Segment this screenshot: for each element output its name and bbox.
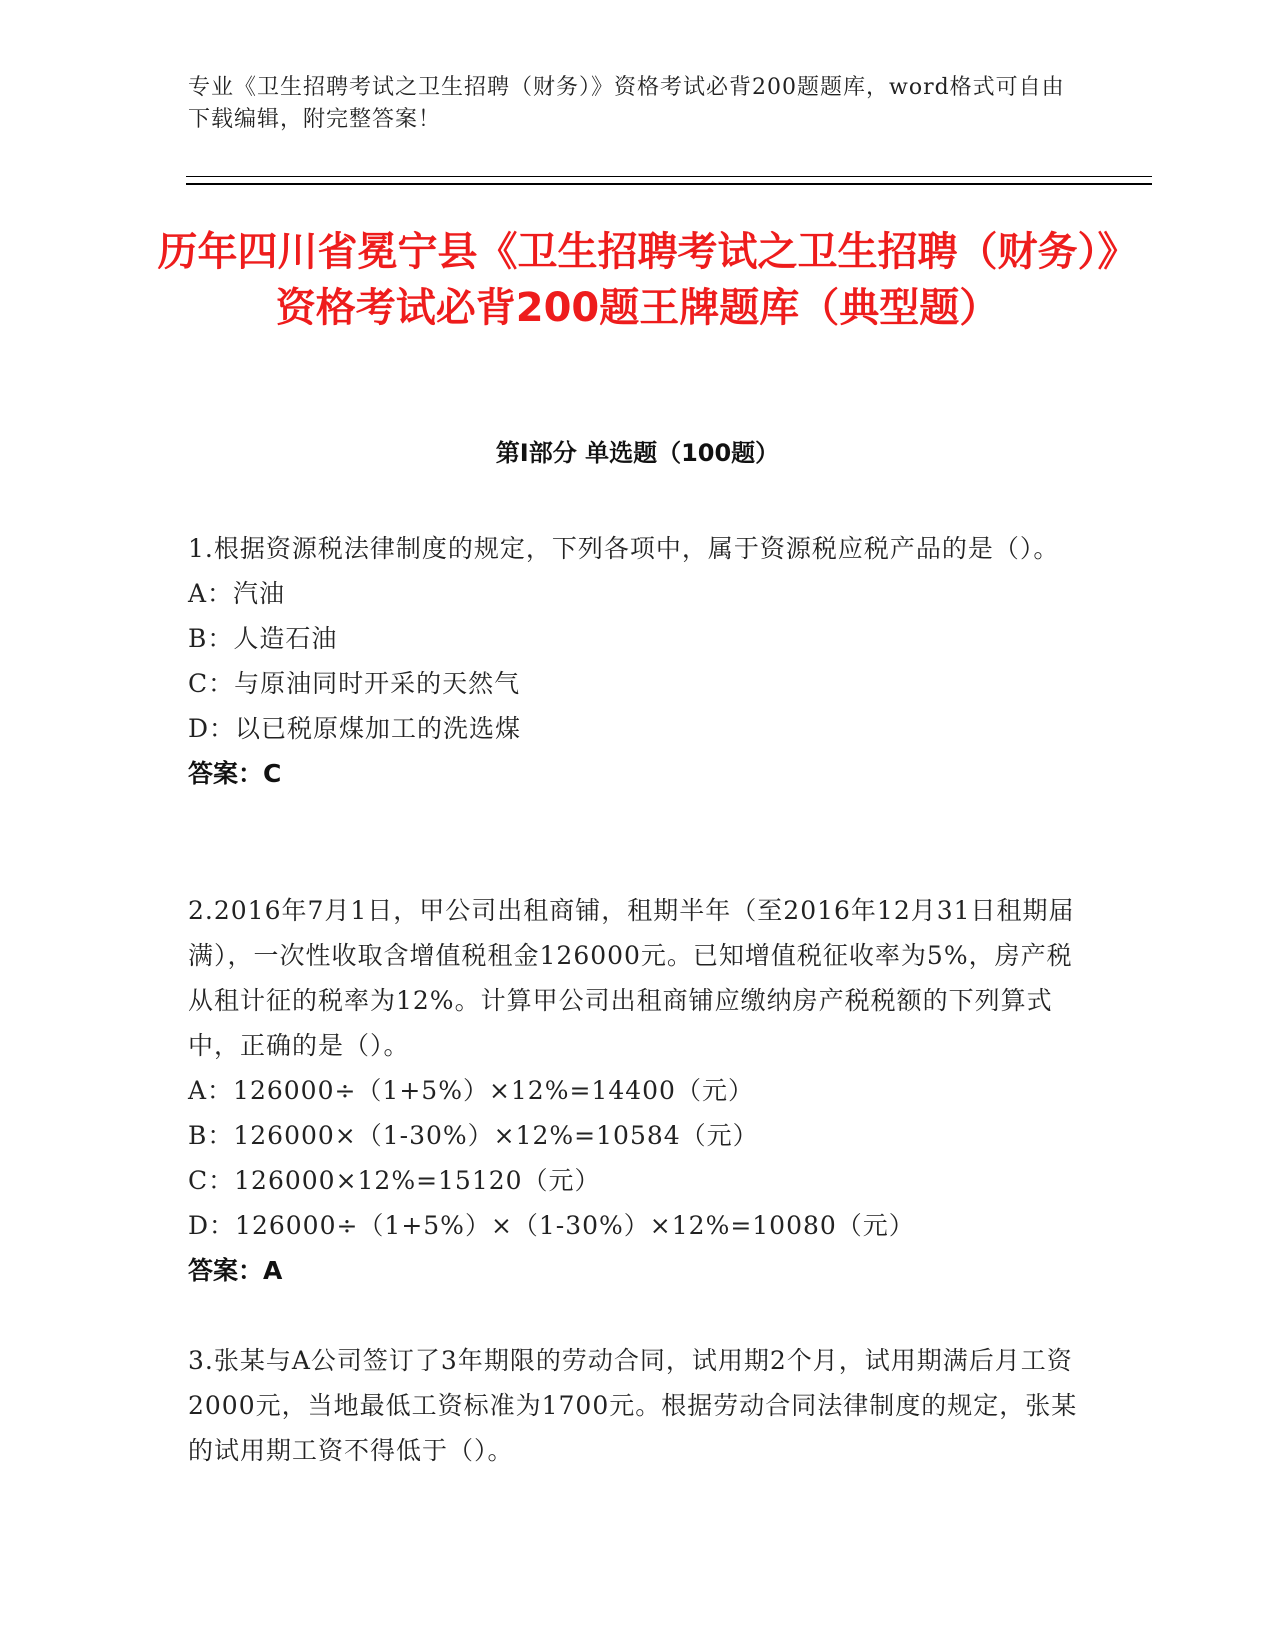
question-2 <box>188 888 1088 1293</box>
document-title: 历年四川省冕宁县《卫生招聘考试之卫生招聘（财务）》资格考试必背200题王牌题库（典型题） <box>157 229 1118 331</box>
question-1 <box>188 526 1088 796</box>
header-note: 专业《卫生招聘考试之卫生招聘（财务）》资格考试必背200题题库，word格式可自由下载编辑，附完整答案！ <box>188 75 1065 132</box>
option-c: C：126000×12%=15120（元） <box>188 1166 601 1195</box>
question-3 <box>188 1338 1088 1473</box>
option-b: B：人造石油 <box>188 624 338 653</box>
question-stem: 2.2016年7月1日，甲公司出租商铺，租期半年（至2016年12月31日租期届满），一次性收取含增值税租金126000元。已知增值税征收率为5%，房产税从租计征的税率为12%。计算甲公司出租商铺应缴纳房产税税额的下列算式中，正确的是（）。 <box>188 896 1075 1060</box>
option-a: A：126000÷（1+5%）×12%=14400（元） <box>188 1076 754 1105</box>
option-b: B：126000×（1-30%）×12%=10584（元） <box>188 1121 759 1150</box>
option-d: D：以已税原煤加工的洗选煤 <box>188 714 522 743</box>
option-d: D：126000÷（1+5%）×（1-30%）×12%=10080（元） <box>188 1211 915 1240</box>
header-divider-thin <box>186 176 1152 177</box>
question-stem: 1.根据资源税法律制度的规定，下列各项中，属于资源税应税产品的是（）。 <box>188 534 1060 563</box>
option-c: C：与原油同时开采的天然气 <box>188 669 521 698</box>
answer-label: 答案：A <box>188 1256 283 1285</box>
header-divider-thick <box>186 183 1152 185</box>
answer-label: 答案：C <box>188 759 282 788</box>
section-heading: 第I部分 单选题（100题） <box>495 439 780 467</box>
question-stem: 3.张某与A公司签订了3年期限的劳动合同，试用期2个月，试用期满后月工资2000元，当地最低工资标准为1700元。根据劳动合同法律制度的规定，张某的试用期工资不得低于（）。 <box>188 1346 1078 1465</box>
option-a: A：汽油 <box>188 579 286 608</box>
